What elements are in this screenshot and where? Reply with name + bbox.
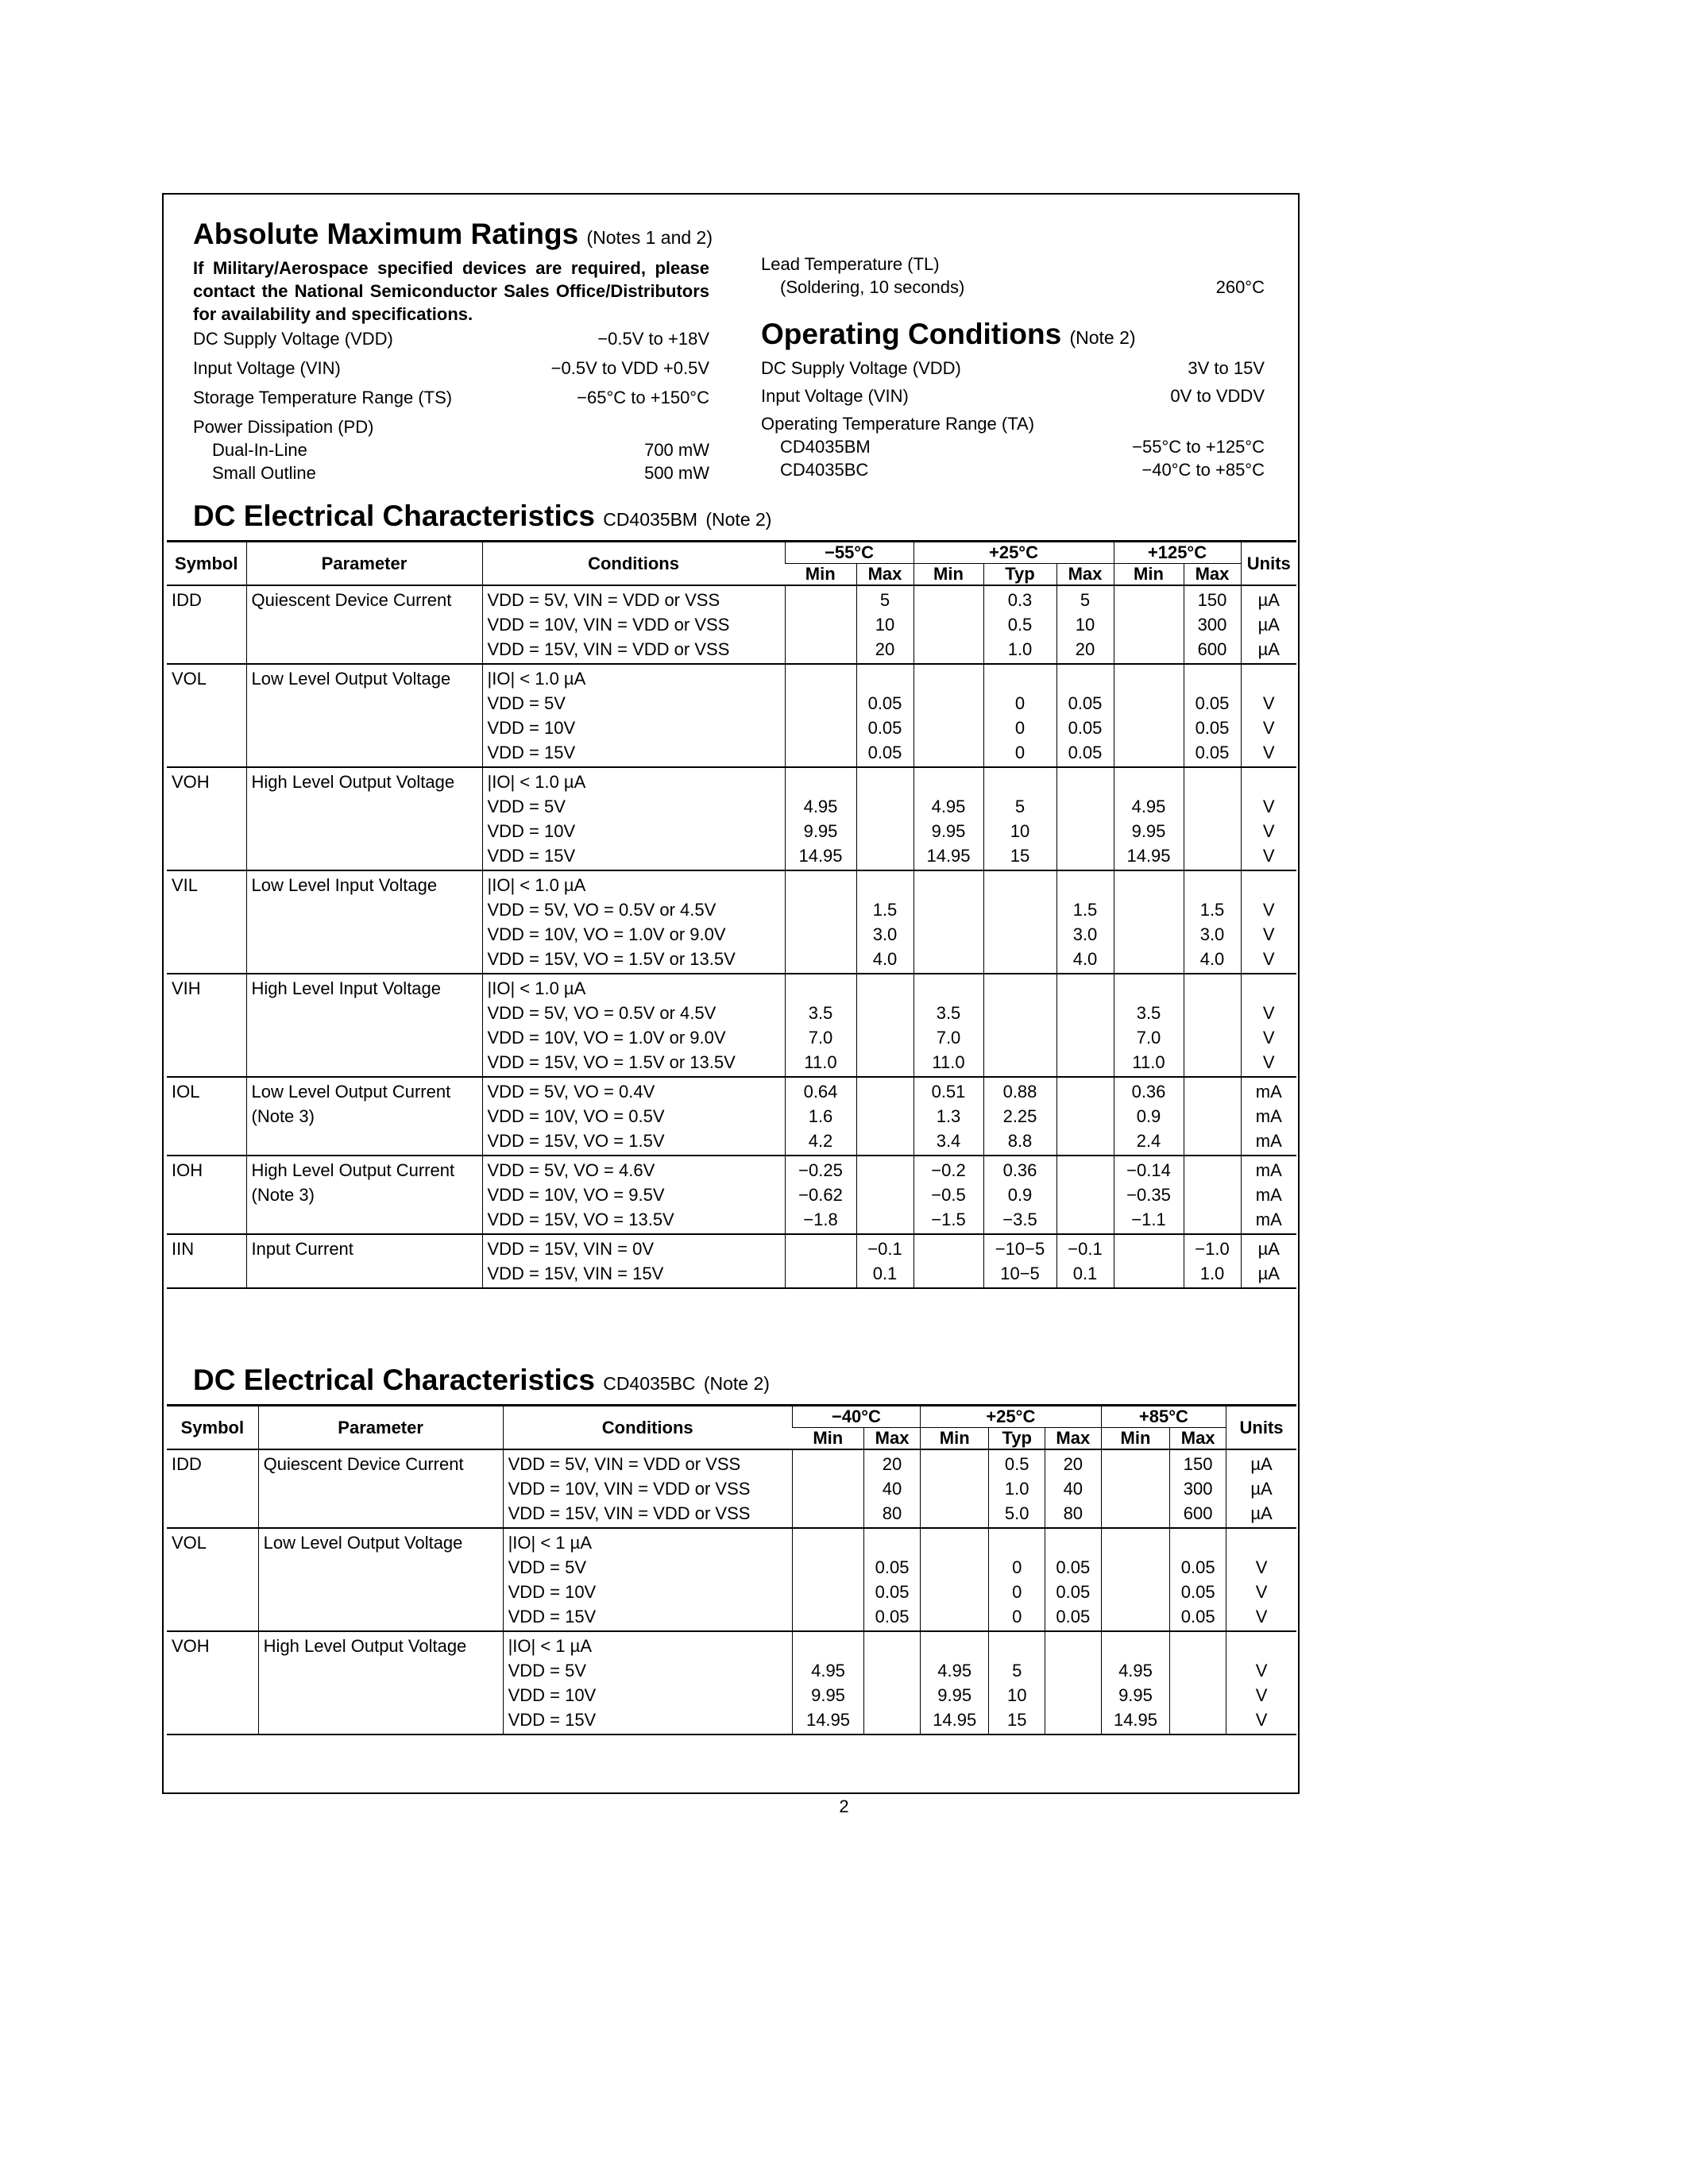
cell-units: mA mA mA xyxy=(1241,1156,1296,1234)
oc-list xyxy=(761,357,1265,481)
cell-conditions: VDD = 15V, VIN = 0V VDD = 15V, VIN = 15V xyxy=(482,1234,785,1288)
cell-parameter: Input Current xyxy=(246,1234,482,1288)
oc-row: Input Voltage (VIN) 0V to VDDV xyxy=(761,386,1265,406)
dc-bm-title: DC Electrical Characteristics xyxy=(193,500,595,532)
cell-symbol: VOH xyxy=(172,772,210,792)
cell-units: V V V xyxy=(1241,664,1296,767)
cell-value xyxy=(856,1156,914,1234)
cell-symbol: VIL xyxy=(172,875,199,895)
table-row xyxy=(167,585,1296,664)
cell-value xyxy=(856,1077,914,1156)
header-parameter: Parameter xyxy=(246,542,482,586)
table-row xyxy=(167,1631,1296,1734)
cell-value: 3.5 7.0 11.0 xyxy=(914,974,983,1077)
page-number: 2 xyxy=(839,1796,849,1816)
cell-value: 5 10 15 xyxy=(983,767,1056,870)
cell-value: 3.5 7.0 11.0 xyxy=(1114,974,1184,1077)
oc-title: Operating Conditions xyxy=(761,318,1062,350)
cell-value xyxy=(920,1449,989,1528)
amr-heading xyxy=(193,218,713,253)
dc-bc-note: (Note 2) xyxy=(703,1373,770,1394)
amr-list xyxy=(193,327,709,484)
dc-bm-note: (Note 2) xyxy=(705,509,772,530)
cell-value: 0 0 0 xyxy=(989,1528,1045,1631)
header-min: Min xyxy=(914,564,983,586)
cell-units: mA mA mA xyxy=(1241,1077,1296,1156)
cell-units: V V V xyxy=(1241,767,1296,870)
dc-bc-part: CD4035BC xyxy=(603,1373,696,1394)
header-temp-3: +85°C xyxy=(1101,1406,1226,1428)
table-row xyxy=(167,974,1296,1077)
cell-value: 3.5 7.0 11.0 xyxy=(785,974,856,1077)
table-row xyxy=(167,1156,1296,1234)
cell-value xyxy=(983,870,1056,974)
cell-value xyxy=(1056,974,1114,1077)
header-conditions: Conditions xyxy=(503,1406,792,1450)
cell-value xyxy=(1056,767,1114,870)
cell-value: 20 40 80 xyxy=(1045,1449,1101,1528)
header-max: Max xyxy=(1056,564,1114,586)
cell-units: V V V xyxy=(1241,974,1296,1077)
cell-value: 4.95 9.95 14.95 xyxy=(792,1631,863,1734)
cell-value: 0 0 0 xyxy=(983,664,1056,767)
cell-value xyxy=(785,585,856,664)
oc-row: DC Supply Voltage (VDD) 3V to 15V xyxy=(761,358,1265,378)
cell-symbol: IDD xyxy=(172,1454,202,1474)
cell-value xyxy=(856,974,914,1077)
cell-value: 4.95 9.95 14.95 xyxy=(1114,767,1184,870)
cell-value: 1.5 3.0 4.0 xyxy=(1056,870,1114,974)
oc-row: Operating Temperature Range (TA) xyxy=(761,414,1035,434)
cell-value xyxy=(1114,664,1184,767)
cell-symbol: VIH xyxy=(172,978,201,998)
cell-parameter: Quiescent Device Current xyxy=(258,1449,503,1528)
cell-value: 5 10 20 xyxy=(1056,585,1114,664)
cell-value: 0.05 0.05 0.05 xyxy=(1170,1528,1226,1631)
header-max: Max xyxy=(856,564,914,586)
header-parameter: Parameter xyxy=(258,1406,503,1450)
cell-value xyxy=(1184,767,1241,870)
table-row xyxy=(167,664,1296,767)
amr-note: (Notes 1 and 2) xyxy=(586,227,713,248)
cell-value: −0.2 −0.5 −1.5 xyxy=(914,1156,983,1234)
cell-value xyxy=(785,664,856,767)
cell-parameter: Quiescent Device Current xyxy=(246,585,482,664)
cell-conditions: |IO| < 1 µA VDD = 5V VDD = 10V VDD = 15V xyxy=(503,1528,792,1631)
header-max: Max xyxy=(1170,1428,1226,1450)
header-min: Min xyxy=(792,1428,863,1450)
cell-symbol: IOL xyxy=(172,1082,200,1102)
oc-row: CD4035BC −40°C to +85°C xyxy=(780,460,1265,480)
cell-parameter: Low Level Output Voltage xyxy=(246,664,482,767)
dc-bm-heading xyxy=(193,500,771,535)
amr-row: Small Outline 500 mW xyxy=(212,463,709,483)
cell-conditions: |IO| < 1.0 µA VDD = 5V, VO = 0.5V or 4.5V VDD = 10V, VO = 1.0V or 9.0V VDD = 15V, VO = 1.5V or 13.5V xyxy=(482,974,785,1077)
cell-parameter: High Level Output Voltage xyxy=(258,1631,503,1734)
cell-value: −0.1 0.1 xyxy=(1056,1234,1114,1288)
cell-parameter: High Level Output Current (Note 3) xyxy=(246,1156,482,1234)
cell-value: −0.25 −0.62 −1.8 xyxy=(785,1156,856,1234)
cell-value: 20 40 80 xyxy=(864,1449,921,1528)
cell-parameter: High Level Input Voltage xyxy=(246,974,482,1077)
amr-title: Absolute Maximum Ratings xyxy=(193,218,579,250)
cell-value: 5 10 15 xyxy=(989,1631,1045,1734)
cell-value: 150 300 600 xyxy=(1184,585,1241,664)
cell-value: 0.64 1.6 4.2 xyxy=(785,1077,856,1156)
dc-table-cd4035bm xyxy=(167,540,1296,1289)
amr-row: DC Supply Voltage (VDD) −0.5V to +18V xyxy=(193,329,709,349)
amr-row: Storage Temperature Range (TS) −65°C to +150°C xyxy=(193,388,709,407)
header-min: Min xyxy=(785,564,856,586)
cell-value xyxy=(1114,585,1184,664)
oc-heading xyxy=(761,318,1136,353)
cell-value xyxy=(914,585,983,664)
header-temp-1: −40°C xyxy=(792,1406,920,1428)
cell-value xyxy=(914,1234,983,1288)
cell-symbol: IDD xyxy=(172,590,202,610)
cell-value xyxy=(1045,1631,1101,1734)
cell-symbol: IOH xyxy=(172,1160,203,1180)
cell-value: 5 10 20 xyxy=(856,585,914,664)
cell-value: 4.95 9.95 14.95 xyxy=(1101,1631,1170,1734)
dc-bc-title: DC Electrical Characteristics xyxy=(193,1364,595,1396)
cell-conditions: VDD = 5V, VO = 4.6V VDD = 10V, VO = 9.5V VDD = 15V, VO = 13.5V xyxy=(482,1156,785,1234)
cell-value: 0.05 0.05 0.05 xyxy=(864,1528,921,1631)
cell-conditions: |IO| < 1 µA VDD = 5V VDD = 10V VDD = 15V xyxy=(503,1631,792,1734)
cell-value: 0.05 0.05 0.05 xyxy=(856,664,914,767)
table-row xyxy=(167,1449,1296,1528)
cell-parameter: Low Level Output Voltage xyxy=(258,1528,503,1631)
header-symbol: Symbol xyxy=(167,542,246,586)
dc-bm-part: CD4035BM xyxy=(603,509,698,530)
header-min: Min xyxy=(1101,1428,1170,1450)
cell-value: 4.95 9.95 14.95 xyxy=(920,1631,989,1734)
cell-value xyxy=(1184,974,1241,1077)
dc-bc-heading xyxy=(193,1364,770,1399)
cell-value xyxy=(983,974,1056,1077)
cell-value: −0.1 0.1 xyxy=(856,1234,914,1288)
header-units: Units xyxy=(1226,1406,1296,1450)
amr-row: Dual-In-Line 700 mW xyxy=(212,440,709,460)
cell-value xyxy=(864,1631,921,1734)
header-min: Min xyxy=(1114,564,1184,586)
header-conditions: Conditions xyxy=(482,542,785,586)
cell-value: 0.88 2.25 8.8 xyxy=(983,1077,1056,1156)
header-typ: Typ xyxy=(983,564,1056,586)
header-max: Max xyxy=(1045,1428,1101,1450)
dc-table-cd4035bc xyxy=(167,1404,1296,1735)
table-row xyxy=(167,767,1296,870)
header-temp-1: −55°C xyxy=(785,542,914,564)
cell-value xyxy=(920,1528,989,1631)
cell-value xyxy=(1101,1528,1170,1631)
cell-value xyxy=(1170,1631,1226,1734)
cell-value xyxy=(1184,1156,1241,1234)
header-symbol: Symbol xyxy=(167,1406,258,1450)
cell-value xyxy=(1056,1156,1114,1234)
cell-conditions: |IO| < 1.0 µA VDD = 5V VDD = 10V VDD = 15V xyxy=(482,664,785,767)
cell-value: −0.14 −0.35 −1.1 xyxy=(1114,1156,1184,1234)
amr-warning: If Military/Aerospace specified devices are required, please contact the National Semiconductor Sales Office/Distributors for availability and specifications. xyxy=(193,258,709,324)
amr-row: Input Voltage (VIN) −0.5V to VDD +0.5V xyxy=(193,358,709,378)
cell-value: 0.36 0.9 −3.5 xyxy=(983,1156,1056,1234)
header-temp-2: +25°C xyxy=(920,1406,1101,1428)
cell-symbol: VOH xyxy=(172,1636,210,1656)
header-max: Max xyxy=(1184,564,1241,586)
cell-value: 4.95 9.95 14.95 xyxy=(914,767,983,870)
cell-value: −1.0 1.0 xyxy=(1184,1234,1241,1288)
table-row xyxy=(167,870,1296,974)
cell-symbol: VOL xyxy=(172,669,207,689)
header-min: Min xyxy=(920,1428,989,1450)
cell-units: µA µA µA xyxy=(1226,1449,1296,1528)
cell-parameter: High Level Output Voltage xyxy=(246,767,482,870)
cell-units: V V V xyxy=(1226,1528,1296,1631)
cell-value: −10−5 10−5 xyxy=(983,1234,1056,1288)
cell-value: 0.05 0.05 0.05 xyxy=(1056,664,1114,767)
cell-parameter: Low Level Output Current (Note 3) xyxy=(246,1077,482,1156)
cell-value xyxy=(914,664,983,767)
lead-temperature: Lead Temperature (TL) (Soldering, 10 seconds) 260°C xyxy=(761,254,1265,297)
cell-units: µA µA xyxy=(1241,1234,1296,1288)
cell-value xyxy=(856,767,914,870)
amr-row: Power Dissipation (PD) xyxy=(193,417,374,437)
cell-value xyxy=(792,1449,863,1528)
cell-value xyxy=(785,870,856,974)
cell-units: µA µA µA xyxy=(1241,585,1296,664)
cell-parameter: Low Level Input Voltage xyxy=(246,870,482,974)
cell-conditions: |IO| < 1.0 µA VDD = 5V VDD = 10V VDD = 15V xyxy=(482,767,785,870)
oc-note: (Note 2) xyxy=(1069,327,1136,348)
table-row xyxy=(167,1077,1296,1156)
header-typ: Typ xyxy=(989,1428,1045,1450)
cell-symbol: VOL xyxy=(172,1533,207,1553)
header-units: Units xyxy=(1241,542,1296,586)
cell-value: 0.05 0.05 0.05 xyxy=(1184,664,1241,767)
cell-value: 1.5 3.0 4.0 xyxy=(1184,870,1241,974)
cell-value xyxy=(914,870,983,974)
cell-value: 4.95 9.95 14.95 xyxy=(785,767,856,870)
table-row xyxy=(167,1528,1296,1631)
cell-value: 1.5 3.0 4.0 xyxy=(856,870,914,974)
cell-value xyxy=(1184,1077,1241,1156)
cell-value: 150 300 600 xyxy=(1170,1449,1226,1528)
cell-value: 0.05 0.05 0.05 xyxy=(1045,1528,1101,1631)
cell-value xyxy=(1101,1449,1170,1528)
header-temp-2: +25°C xyxy=(914,542,1114,564)
cell-value: 0.3 0.5 1.0 xyxy=(983,585,1056,664)
cell-value xyxy=(792,1528,863,1631)
header-max: Max xyxy=(864,1428,921,1450)
cell-value: 0.5 1.0 5.0 xyxy=(989,1449,1045,1528)
cell-value xyxy=(1114,870,1184,974)
cell-conditions: VDD = 5V, VIN = VDD or VSS VDD = 10V, VIN = VDD or VSS VDD = 15V, VIN = VDD or VSS xyxy=(503,1449,792,1528)
cell-units: V V V xyxy=(1226,1631,1296,1734)
cell-conditions: |IO| < 1.0 µA VDD = 5V, VO = 0.5V or 4.5V VDD = 10V, VO = 1.0V or 9.0V VDD = 15V, VO = 1.5V or 13.5V xyxy=(482,870,785,974)
cell-conditions: VDD = 5V, VIN = VDD or VSS VDD = 10V, VIN = VDD or VSS VDD = 15V, VIN = VDD or VSS xyxy=(482,585,785,664)
cell-value xyxy=(1056,1077,1114,1156)
cell-units: V V V xyxy=(1241,870,1296,974)
cell-value xyxy=(1114,1234,1184,1288)
header-temp-3: +125°C xyxy=(1114,542,1241,564)
oc-row: CD4035BM −55°C to +125°C xyxy=(780,437,1265,457)
table-row xyxy=(167,1234,1296,1288)
cell-value: 0.51 1.3 3.4 xyxy=(914,1077,983,1156)
cell-value xyxy=(785,1234,856,1288)
cell-symbol: IIN xyxy=(172,1239,195,1259)
cell-conditions: VDD = 5V, VO = 0.4V VDD = 10V, VO = 0.5V VDD = 15V, VO = 1.5V xyxy=(482,1077,785,1156)
cell-value: 0.36 0.9 2.4 xyxy=(1114,1077,1184,1156)
